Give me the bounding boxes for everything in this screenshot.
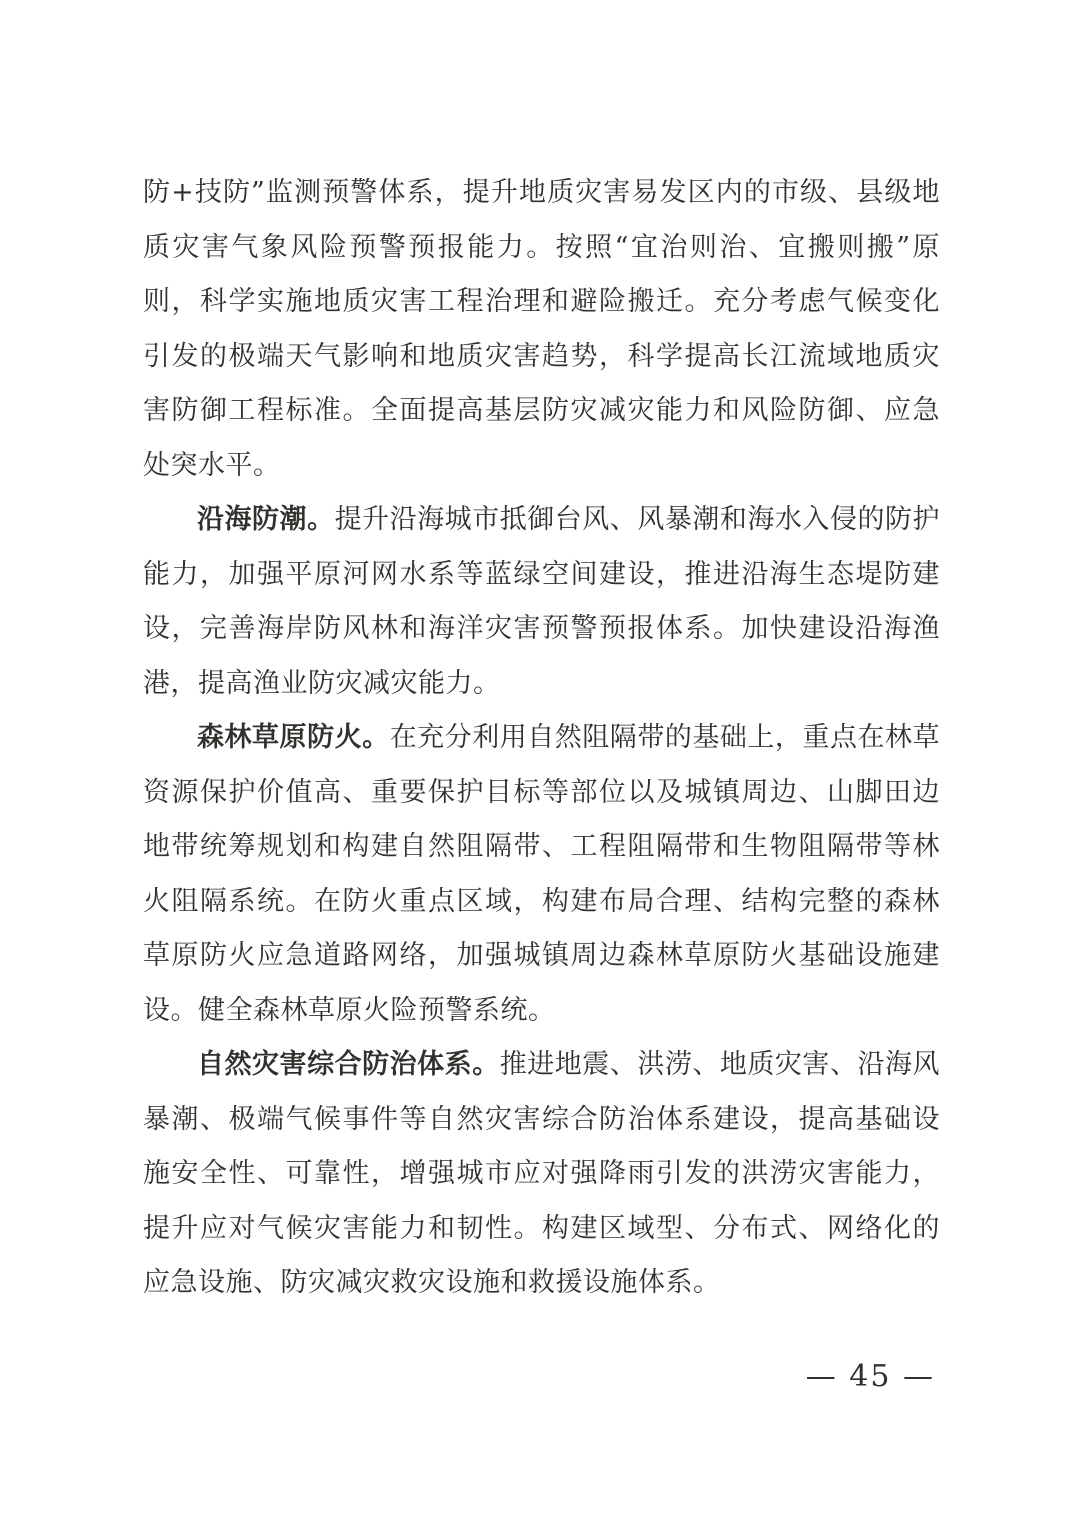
paragraph [143, 166, 940, 493]
paragraph-lead: 自然灾害综合防治体系。 [197, 1049, 500, 1080]
paragraph-text: 在充分利用自然阻隔带的基础上，重点在林草资源保护价值高、重要保护目标等部位以及城镇周边、山脚田边地带统筹规划和构建自然阻隔带、工程阻隔带和生物阻隔带等林火阻隔系统。在防火重点区域，构建布局合理、结构完整的森林草原防火应急道路网络，加强城镇周边森林草原防火基础设施建设。健全森林草原火险预警系统。 [143, 722, 941, 1026]
document-body [143, 166, 940, 1311]
paragraph-lead: 沿海防潮。 [197, 504, 335, 535]
paragraph [143, 493, 940, 711]
paragraph [143, 711, 940, 1038]
paragraph-text: 提升沿海城市抵御台风、风暴潮和海水入侵的防护能力，加强平原河网水系等蓝绿空间建设，推进沿海生态堤防建设，完善海岸防风林和海洋灾害预警预报体系。加快建设沿海渔港，提高渔业防灾减灾能力。 [143, 504, 941, 699]
page-number: — 45 — [805, 1359, 935, 1394]
paragraph-lead: 森林草原防火。 [197, 722, 390, 753]
paragraph-text: 防+技防”监测预警体系，提升地质灾害易发区内的市级、县级地质灾害气象风险预警预报能力。按照“宜治则治、宜搬则搬”原则，科学实施地质灾害工程治理和避险搬迁。充分考虑气候变化引发的极端天气影响和地质灾害趋势，科学提高长江流域地质灾害防御工程标准。全面提高基层防灾减灾能力和风险防御、应急处突水平。 [143, 177, 940, 481]
paragraph-text: 推进地震、洪涝、地质灾害、沿海风暴潮、极端气候事件等自然灾害综合防治体系建设，提高基础设施安全性、可靠性，增强城市应对强降雨引发的洪涝灾害能力，提升应对气候灾害能力和韧性。构建区域型、分布式、网络化的应急设施、防灾减灾救灾设施和救援设施体系。 [143, 1049, 941, 1298]
paragraph [143, 1038, 940, 1311]
